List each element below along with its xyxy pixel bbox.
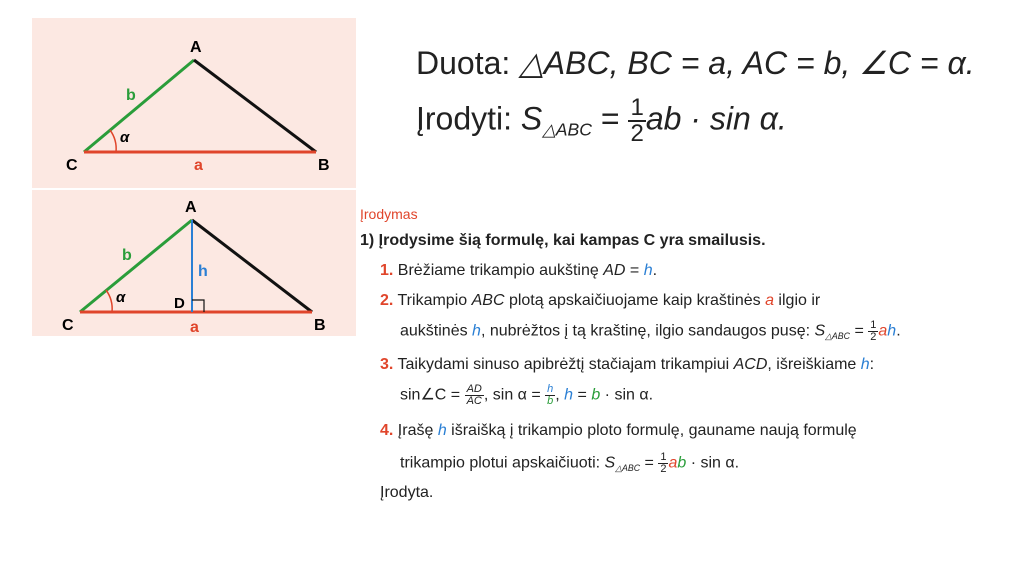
fraction-denominator: 2: [630, 120, 644, 147]
fraction-denominator: b: [547, 395, 554, 407]
step-number: 1.: [380, 262, 394, 279]
angle-alpha-label: α: [120, 129, 130, 146]
area-symbol: S: [520, 100, 543, 137]
step-text: Taikydami sinuso apibrėžtį stačiajam trikampiui: [397, 356, 734, 373]
step-3-line-2: [400, 384, 653, 407]
separator: ,: [555, 386, 565, 404]
equals: =: [573, 386, 592, 404]
period: .: [652, 262, 658, 279]
sin-c-expr: sin∠C =: [400, 386, 465, 404]
side-c: [194, 60, 316, 152]
var-h: h: [860, 356, 870, 373]
step-text: Brėžiame trikampio aukštinę: [397, 262, 604, 279]
area-subscript: △ABC: [542, 119, 592, 140]
step-text: ilgio ir: [773, 292, 821, 309]
sin-alpha-expr: , sin α =: [483, 386, 546, 404]
proof-heading: Įrodymas: [360, 206, 418, 222]
case-1-title: 1) Įrodysime šią formulę, kai kampas C yra smailusis.: [360, 232, 766, 249]
step-text: išraišką į trikampio ploto formulę, gauname naują formulę: [446, 422, 857, 439]
fraction-numerator: h: [547, 383, 554, 395]
var-a: a: [765, 292, 774, 309]
fraction-numerator: AD: [466, 383, 482, 395]
equals: =: [640, 454, 659, 472]
triangle-figure-2: [32, 190, 356, 336]
prove-statement: [416, 96, 787, 146]
step-3-line-1: [380, 356, 874, 374]
given-triangle: △ABC,: [519, 45, 628, 81]
fraction-numerator: 1: [660, 451, 667, 463]
triangle-abc: ABC: [471, 292, 505, 309]
var-a: a: [878, 322, 888, 340]
step-text: plotą apskaičiuojame kaip kraštinės: [504, 292, 766, 309]
step-2-line-2: [400, 320, 901, 343]
triangle-diagram-2: [32, 190, 356, 336]
sin-alpha-rest: · sin α.: [686, 454, 740, 472]
vertex-b-label: B: [314, 317, 326, 334]
fraction-half: [868, 320, 878, 343]
prove-prefix: Įrodyti:: [416, 100, 521, 137]
step-text: trikampio plotui apskaičiuoti:: [400, 454, 605, 472]
given-ac: AC = b,: [742, 45, 860, 81]
step-text: , nubrėžtos į tą kraštinę, ilgio sandaugos pusę:: [480, 322, 815, 340]
given-prefix: Duota:: [416, 45, 520, 81]
height-h-label: h: [198, 263, 208, 280]
side-a-label: a: [190, 319, 199, 336]
fraction-ad-ac: [465, 384, 484, 407]
step-1: [380, 262, 657, 280]
triangle-acd: ACD: [733, 356, 768, 373]
var-h: h: [564, 386, 574, 404]
fraction-denominator: 2: [660, 463, 667, 475]
side-a-label: a: [194, 157, 203, 174]
var-b: b: [677, 454, 687, 472]
given-angle: ∠C = α.: [859, 45, 975, 81]
area-symbol: S: [604, 454, 616, 472]
vertex-a-label: A: [190, 39, 202, 56]
step-number: 4.: [380, 422, 394, 439]
segment-ad: AD: [603, 262, 626, 279]
var-h: h: [472, 322, 481, 340]
step-text: , išreiškiame: [767, 356, 861, 373]
vertex-a-label: A: [185, 199, 197, 216]
angle-arc: [106, 290, 112, 312]
var-h: h: [887, 322, 897, 340]
step-4-line-1: [380, 422, 857, 440]
vertex-d-label: D: [174, 295, 185, 312]
var-h: h: [643, 262, 653, 279]
area-subscript: △ABC: [825, 330, 851, 341]
area-subscript: △ABC: [615, 462, 641, 473]
triangle-figure-1: [32, 18, 356, 188]
step-text: Trikampio: [397, 292, 472, 309]
equals: =: [625, 262, 644, 279]
side-b-label: b: [122, 247, 132, 264]
prove-rest: ab · sin α.: [645, 100, 787, 137]
angle-alpha-label: α: [116, 289, 126, 306]
sin-alpha-rest: · sin α.: [600, 386, 654, 404]
vertex-c-label: C: [62, 317, 74, 334]
angle-arc: [110, 130, 116, 152]
step-text: aukštinės: [400, 322, 473, 340]
vertex-b-label: B: [318, 157, 330, 174]
equals: =: [591, 100, 629, 137]
fraction-half: [628, 96, 645, 146]
step-4-line-2: [400, 452, 739, 475]
step-2-line-1: [380, 292, 820, 310]
side-b-label: b: [126, 87, 136, 104]
step-text: Įrašę: [397, 422, 438, 439]
equals: =: [850, 322, 869, 340]
fraction-numerator: 1: [870, 319, 877, 331]
step-number: 2.: [380, 292, 394, 309]
var-h: h: [437, 422, 447, 439]
vertex-c-label: C: [66, 157, 78, 174]
given-bc: BC = a,: [627, 45, 743, 81]
var-b: b: [591, 386, 601, 404]
colon: :: [869, 356, 875, 373]
fraction-denominator: AC: [466, 395, 482, 407]
proof-done: Įrodyta.: [380, 484, 434, 501]
side-b: [84, 60, 194, 152]
fraction-numerator: 1: [630, 94, 644, 121]
given-statement: [416, 44, 975, 82]
area-symbol: S: [814, 322, 826, 340]
fraction-denominator: 2: [870, 331, 877, 343]
var-a: a: [668, 454, 678, 472]
step-number: 3.: [380, 356, 394, 373]
fraction-h-b: [545, 384, 555, 407]
fraction-half: [658, 452, 668, 475]
triangle-diagram-1: [32, 18, 356, 188]
right-angle-mark: [192, 300, 204, 312]
period: .: [896, 322, 901, 340]
side-c: [192, 220, 312, 312]
